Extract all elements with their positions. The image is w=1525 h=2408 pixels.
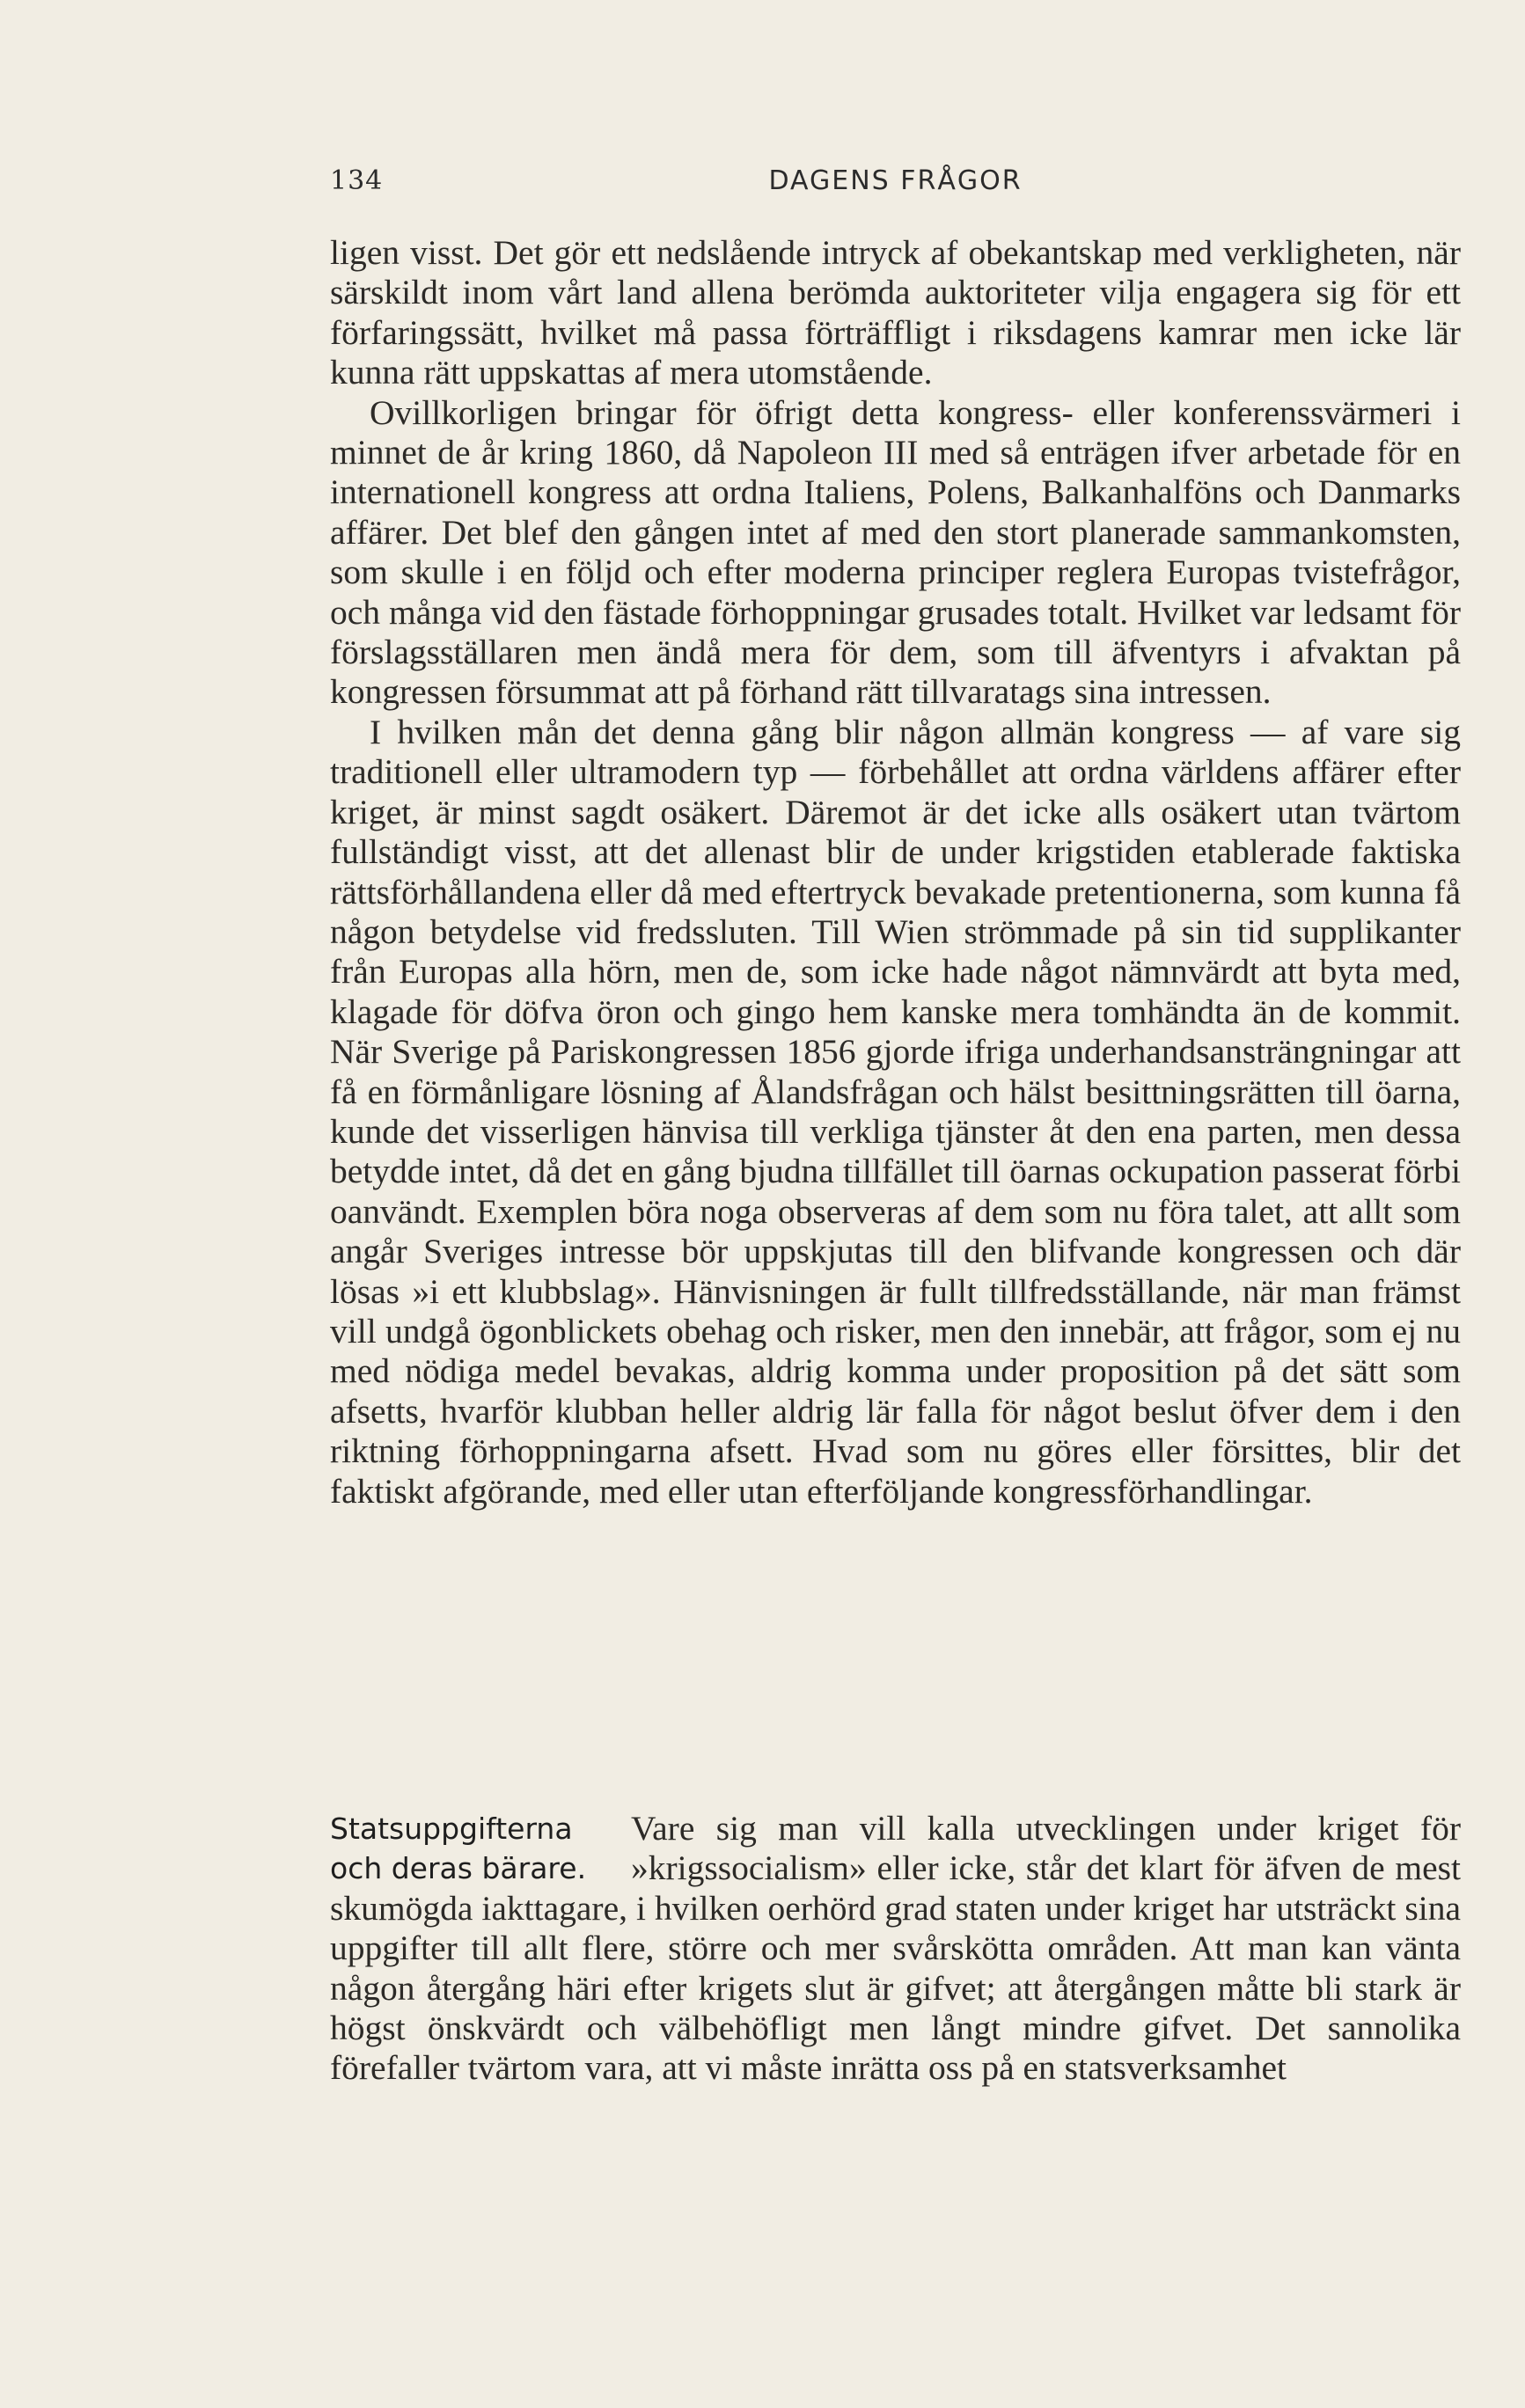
paragraph-1: ligen visst. Det gör ett nedslående intryck af obekantskap med verkligheten, när särskildt inom vårt land allena berömda auktoriteter vilja engagera sig för ett förfaringssätt, hvilket må passa förträffligt i riksdagens kamrar men icke lär kunna rätt uppskattas af mera utomstående.	[330, 233, 1461, 392]
paragraph-3: I hvilken mån det denna gång blir någon allmän kongress — af vare sig traditionell eller ultramodern typ — förbehållet att ordna världens affärer efter kriget, är minst sagdt osäkert. Däremot är det icke alls osäkert utan tvärtom fullständigt visst, att det allenast blir de under krigstiden etablerade faktiska rättsförhållandena eller då med eftertryck bevakade pretentionerna, som kunna få någon betydelse vid fredssluten. Till Wien strömmade på sin tid supplikanter från Europas alla hörn, men de, som icke hade något nämnvärdt att byta med, klagade för döfva öron och gingo hem kanske mera tomhändta än de kommit. När Sverige på Pariskongressen 1856 gjorde ifriga underhandsansträngningar att få en förmånligare lösning af Ålandsfrågan och hälst besittningsrätten till öarna, kunde det visserligen hänvisa till verkliga tjänster åt den ena parten, men dessa betydde intet, då det en gång bjudna tillfället till öarnas ockupation passerat förbi oanvändt. Exemplen böra noga observeras af dem som nu föra talet, att allt som angår Sveriges intresse bör uppskjutas till den blifvande kongressen och där lösas »i ett klubbslag». Hänvisningen är fullt tillfredsställande, när man främst vill undgå ögonblickets obehag och risker, men den innebär, att frågor, som ej nu med nödiga medel bevakas, aldrig komma under proposition på det sätt som afsetts, hvarför klubban heller aldrig lär falla för något beslut öfver dem i den riktning förhoppningarna afsett. Hvad som nu göres eller försittes, blir det faktiskt afgörande, med eller utan efterföljande kongressförhandlingar.	[330, 712, 1461, 1511]
section-heading	[330, 1809, 620, 1889]
running-title: DAGENS FRÅGOR	[768, 165, 1023, 196]
section-statsuppgifterna	[330, 1809, 1461, 2089]
section-text: Vare sig man vill kalla utvecklingen under kriget för »krigssocialism» eller icke, står det klart för äfven de mest skumögda iakttagare, i hvilken oerhörd grad staten under kriget har utsträckt sina uppgifter till allt flere, större och mer svårskötta områden. Att man kan vänta någon återgång häri efter krigets slut är gifvet; att återgången måtte bli stark är högst önskvärdt och välbehöfligt men långt mindre gifvet. Det sannolika förefaller tvärtom vara, att vi måste inrätta oss på en statsverksamhet	[330, 1809, 1461, 2088]
body-text	[330, 233, 1461, 1511]
section-heading-line-2: och deras bärare.	[330, 1851, 587, 1886]
page-header	[330, 165, 1461, 209]
section-heading-line-1: Statsuppgifterna	[330, 1811, 573, 1846]
paragraph-2: Ovillkorligen bringar för öfrigt detta kongress- eller konferenssvärmeri i minnet de år kring 1860, då Napoleon III med så enträgen ifver arbetade för en internationell kongress att ordna Italiens, Polens, Balkanhalföns och Danmarks affärer. Det blef den gången intet af med den stort planerade sammankomsten, som skulle i en följd och efter moderna principer reglera Europas tvistefrågor, och många vid den fästade förhoppningar grusades totalt. Hvilket var ledsamt för förslagsställaren men ändå mera för dem, som till äfventyrs i afvaktan på kongressen försummat att på förhand rätt tillvaratags sina intressen.	[330, 392, 1461, 712]
page-number: 134	[330, 165, 384, 196]
